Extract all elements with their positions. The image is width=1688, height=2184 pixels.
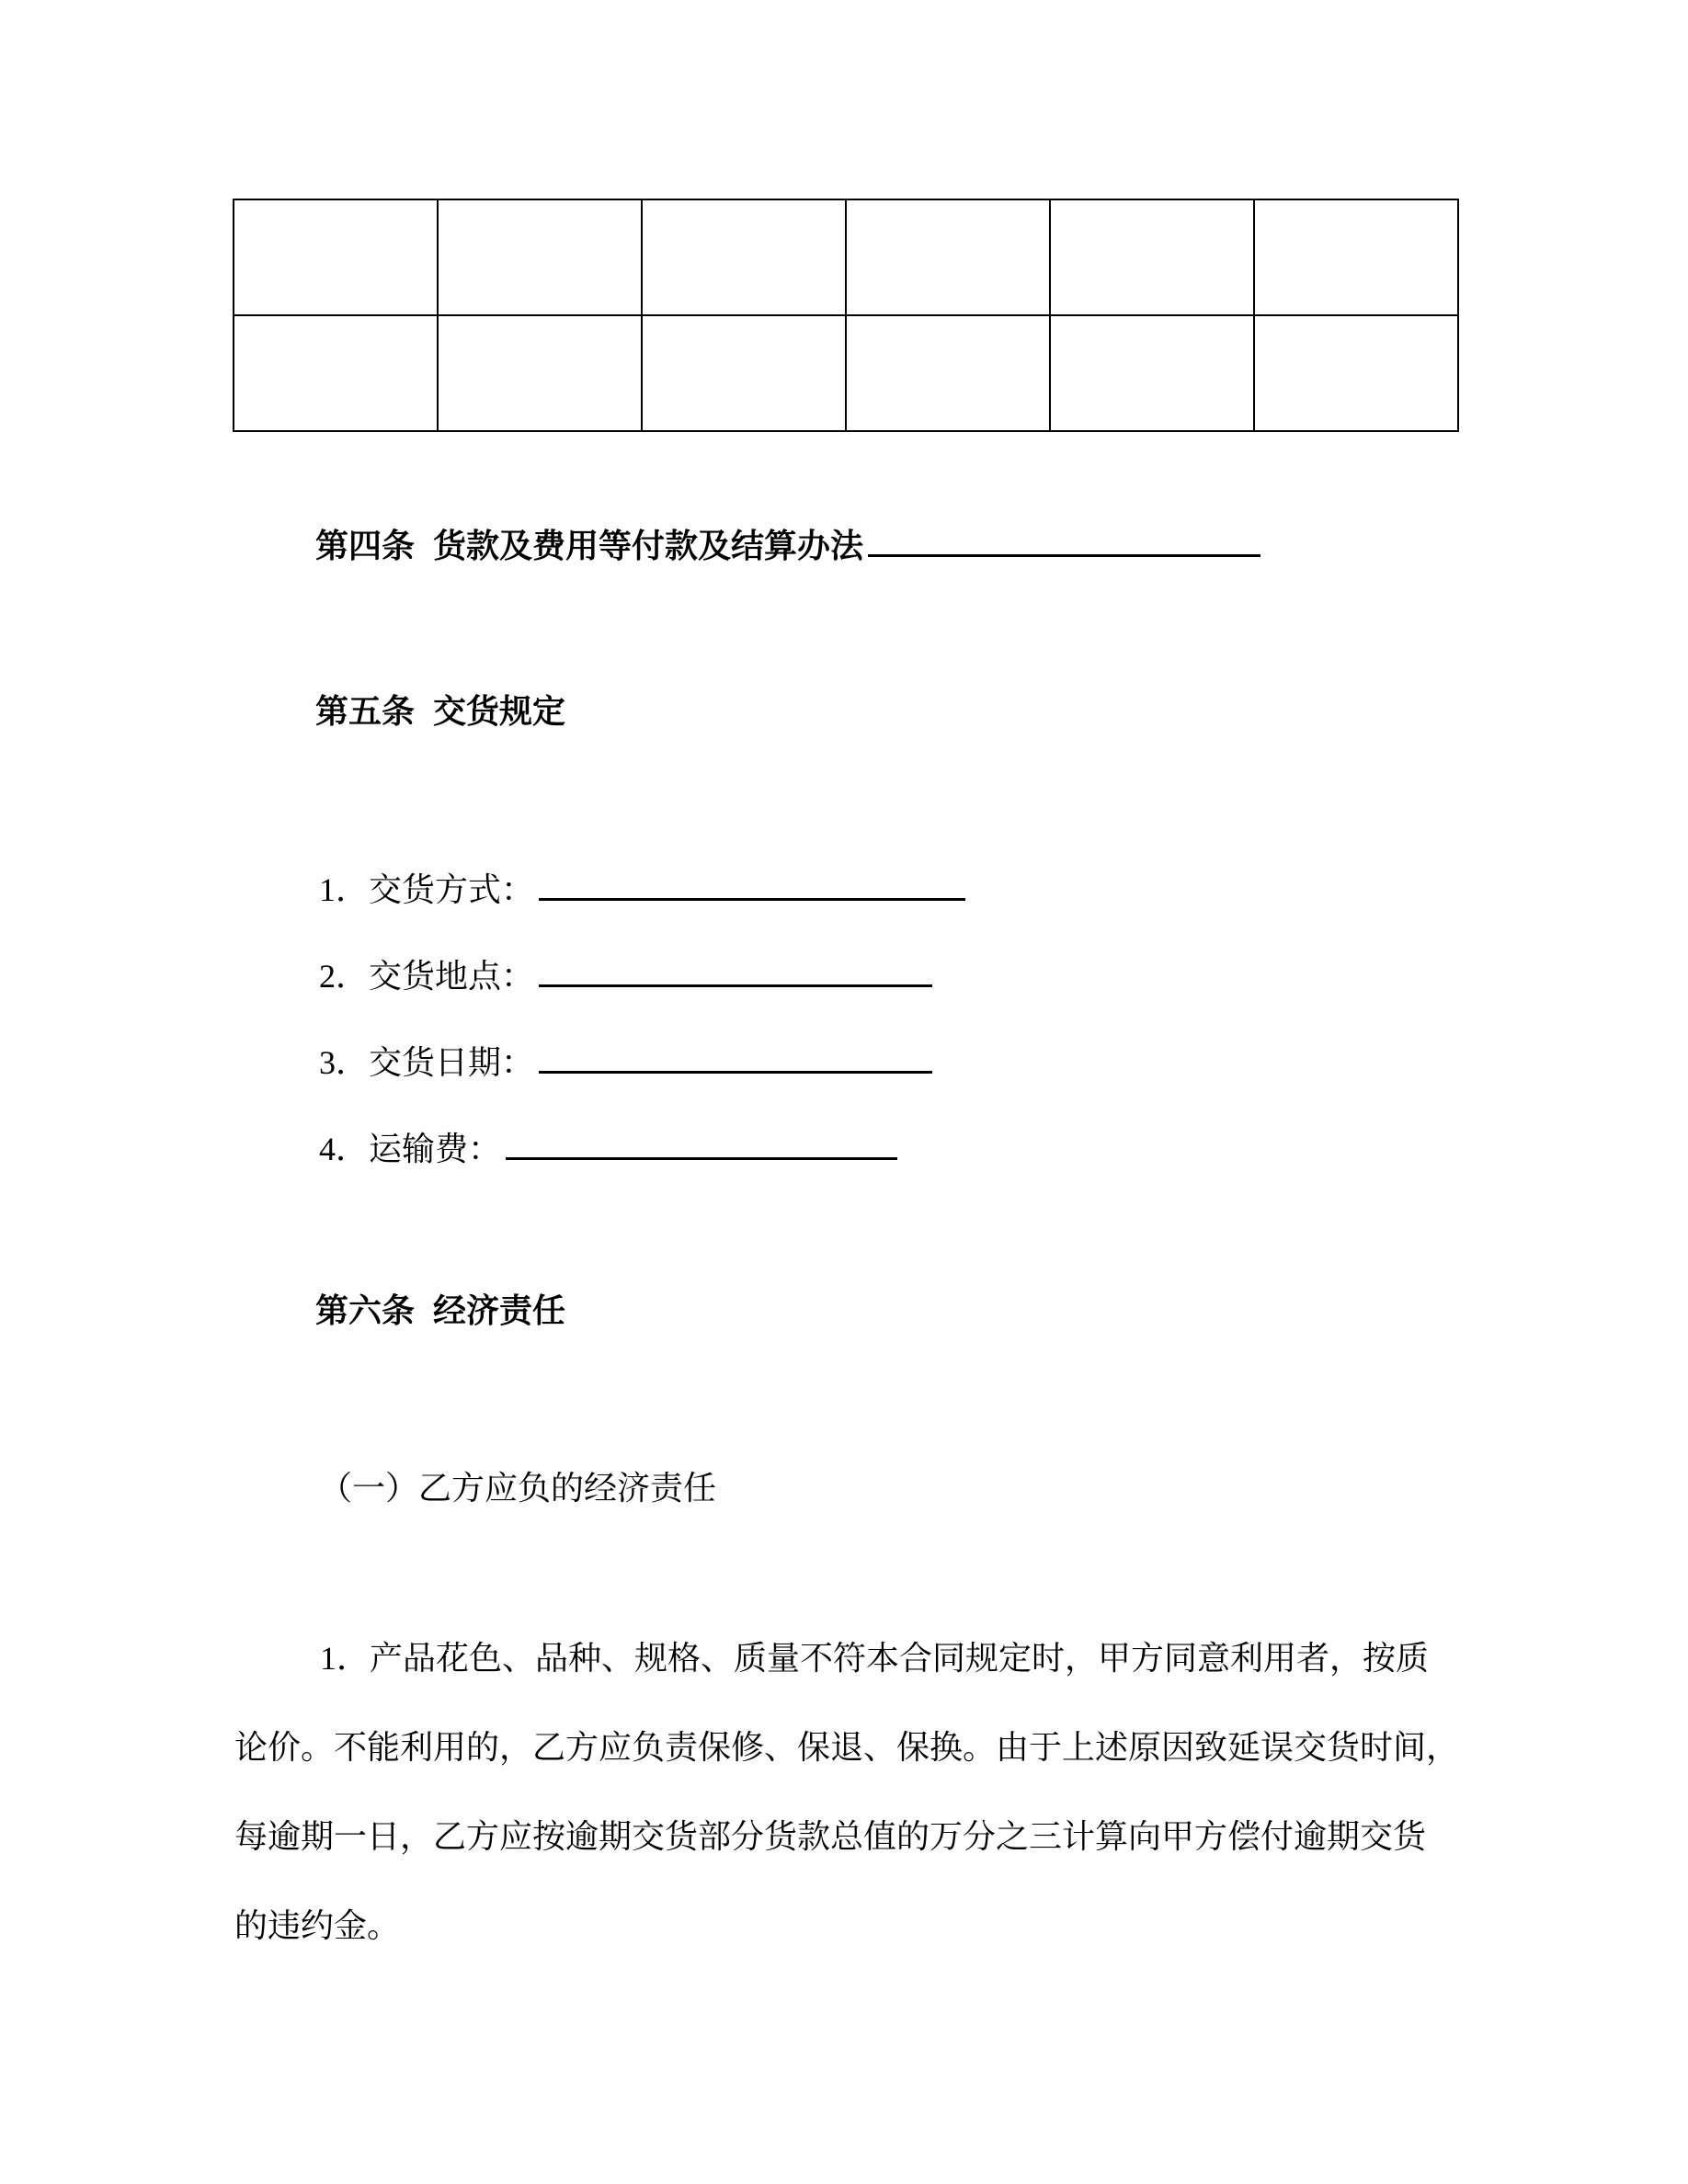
- delivery-item-3-blank-line: [539, 1038, 932, 1074]
- table-cell: [1050, 315, 1254, 431]
- delivery-item-2-blank-line: [539, 951, 932, 987]
- subsection-1-heading: [319, 1468, 716, 1508]
- paragraph-1-line-2: 论价。不能利用的，乙方应负责保修、保退、保换。由于上述原因致延误交货时间，: [234, 1729, 1460, 1766]
- delivery-item-1: [319, 865, 965, 910]
- clause6-title: 经济责任: [433, 1292, 566, 1329]
- delivery-item-4-blank-line: [506, 1124, 897, 1160]
- clause4-number: 第四条: [315, 528, 416, 564]
- delivery-item-2-label: 2．交货地点：: [319, 958, 535, 995]
- delivery-item-2: [319, 951, 932, 996]
- delivery-item-1-blank-line: [539, 865, 965, 901]
- delivery-item-4-label: 4．运输费：: [319, 1131, 502, 1167]
- clause6-number: 第六条: [315, 1292, 416, 1329]
- table-cell: [1254, 315, 1458, 431]
- delivery-item-3: [319, 1038, 932, 1083]
- clause4-heading: [315, 521, 1260, 566]
- clause5-heading: [315, 691, 565, 732]
- table-cell: [846, 199, 1050, 315]
- table-cell: [846, 315, 1050, 431]
- paragraph-1-line-1: 1．产品花色、品种、规格、质量不符本合同规定时，甲方同意利用者，按质: [320, 1640, 1430, 1677]
- clause5-title: 交货规定: [433, 693, 566, 730]
- delivery-item-1-label: 1．交货方式：: [319, 871, 535, 908]
- table-cell: [234, 315, 438, 431]
- paragraph-1-line-4: 的违约金。: [234, 1907, 401, 1944]
- blank-table: [233, 199, 1459, 432]
- table-cell: [234, 199, 438, 315]
- delivery-item-3-label: 3．交货日期：: [319, 1044, 535, 1081]
- table-cell: [438, 315, 642, 431]
- table-row: [234, 315, 1458, 431]
- clause4-blank-line: [868, 521, 1260, 557]
- table-cell: [642, 315, 846, 431]
- clause6-heading: [315, 1291, 565, 1331]
- clause4-title: 货款及费用等付款及结算办法: [433, 528, 864, 564]
- table-cell: [642, 199, 846, 315]
- table-cell: [1254, 199, 1458, 315]
- subsection-1-text: （一）乙方应负的经济责任: [319, 1470, 717, 1507]
- clause5-number: 第五条: [315, 693, 416, 730]
- table-cell: [1050, 199, 1254, 315]
- table-cell: [438, 199, 642, 315]
- delivery-item-4: [319, 1124, 897, 1169]
- paragraph-1-line-3: 每逾期一日，乙方应按逾期交货部分货款总值的万分之三计算向甲方偿付逾期交货: [234, 1818, 1427, 1855]
- table-row: [234, 199, 1458, 315]
